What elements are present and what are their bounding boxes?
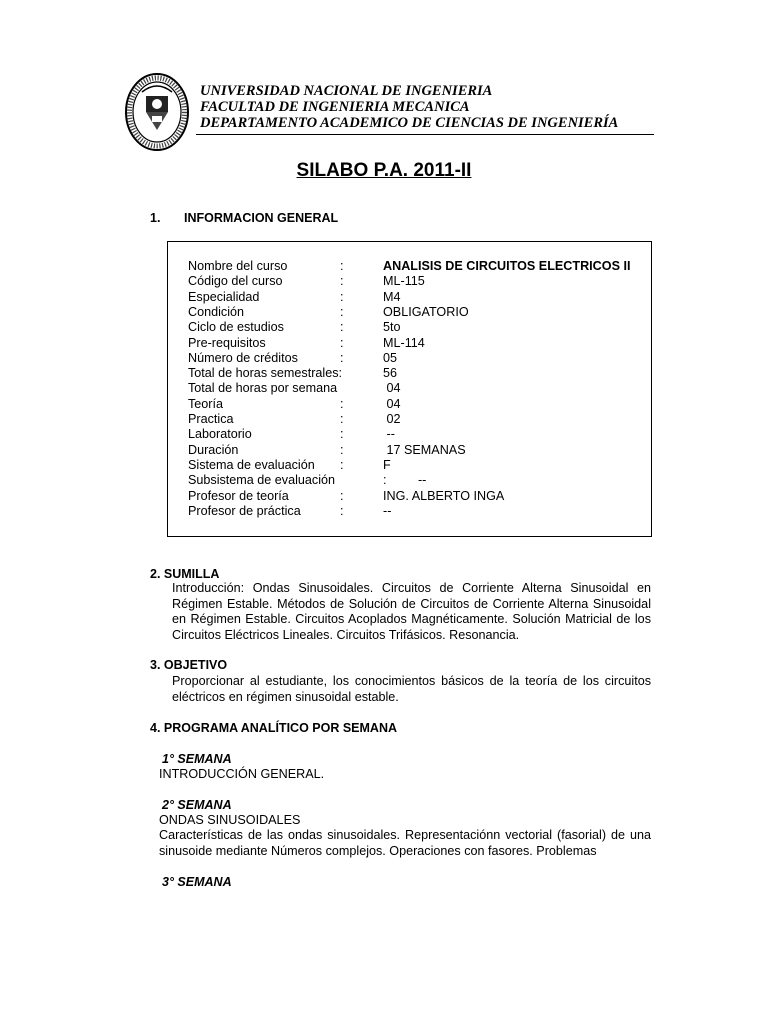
info-colon: : [340, 274, 344, 289]
general-info-box [167, 241, 652, 537]
info-value: ANALISIS DE CIRCUITOS ELECTRICOS II [383, 259, 631, 273]
info-colon: : [340, 289, 344, 304]
section-1-number: 1. [150, 211, 161, 225]
info-value: OBLIGATORIO [383, 304, 469, 319]
info-colon: : [340, 488, 344, 503]
info-colon: : [340, 427, 344, 442]
info-colon: : [340, 350, 344, 365]
info-value: 05 [383, 350, 398, 365]
info-label: Practica [188, 412, 234, 426]
info-colon: : [340, 259, 344, 273]
info-colon: : [340, 335, 344, 350]
info-label: Total de horas por semana [188, 381, 338, 396]
institution-header [200, 83, 618, 131]
info-value: ML-115 [383, 274, 425, 289]
info-value: F [383, 457, 391, 472]
info-colon: : [340, 412, 344, 426]
info-value: 04 [383, 396, 401, 411]
university-seal-icon [124, 72, 190, 152]
section-1-heading [150, 211, 338, 225]
header-divider [196, 134, 654, 135]
info-value: 02 [383, 412, 401, 426]
info-colon: : [340, 442, 344, 457]
info-value: -- [383, 427, 395, 442]
faculty-name: FACULTAD DE INGENIERIA MECANICA [200, 99, 470, 115]
info-colon: : [340, 503, 344, 518]
info-value: M4 [383, 289, 401, 304]
info-value: ING. ALBERTO INGA [383, 488, 505, 503]
info-colon: : [340, 457, 344, 472]
objetivo-text: Proporcionar al estudiante, los conocimientos básicos de la teoría de los circuitos eléctricos en régimen sinusoidal estable. [172, 674, 651, 704]
week-2-text: Características de las ondas sinusoidales. Representaciónn vectorial (fasorial) de una sinusoide mediante Números complejos. Operaciones con fasores. Problemas [159, 828, 651, 858]
week-3-heading: 3° SEMANA [162, 875, 232, 889]
info-label: Total de horas semestrales: [188, 366, 342, 381]
week-2-heading: 2° SEMANA [162, 798, 232, 812]
info-label: Pre-requisitos [188, 335, 266, 350]
info-colon: : [340, 396, 344, 411]
info-label: Laboratorio [188, 427, 252, 442]
info-label: Número de créditos [188, 350, 298, 365]
section-1-title: INFORMACION GENERAL [184, 211, 339, 225]
info-value: 56 [383, 366, 398, 381]
department-name: DEPARTAMENTO ACADEMICO DE CIENCIAS DE INGENIERÍA [200, 115, 619, 131]
info-label: Nombre del curso [188, 259, 288, 273]
info-label: Especialidad [188, 289, 260, 304]
info-label: Profesor de teoría [188, 488, 289, 503]
info-label: Ciclo de estudios [188, 320, 284, 335]
week-1-heading: 1° SEMANA [162, 752, 232, 766]
section-4-heading: 4. PROGRAMA ANALÍTICO POR SEMANA [150, 721, 397, 735]
info-colon: : [340, 304, 344, 319]
section-2-heading: 2. SUMILLA [150, 567, 220, 581]
info-value: ML-114 [383, 335, 425, 350]
info-value: 17 SEMANAS [383, 442, 466, 457]
info-label: Subsistema de evaluación [188, 473, 336, 488]
page-title: SILABO P.A. 2011-II [296, 160, 472, 181]
info-label: Profesor de práctica [188, 503, 301, 518]
info-value: -- [383, 503, 392, 518]
info-label: Código del curso [188, 274, 283, 289]
info-value: : -- [383, 473, 427, 488]
section-3-heading: 3. OBJETIVO [150, 658, 228, 672]
week-1-text: INTRODUCCIÓN GENERAL. [159, 767, 325, 781]
info-label: Condición [188, 304, 245, 319]
university-name: UNIVERSIDAD NACIONAL DE INGENIERIA [200, 83, 493, 99]
sumilla-text: Introducción: Ondas Sinusoidales. Circuitos de Corriente Alterna Sinusoidal en Régimen Estable. Métodos de Solución de Circuitos de Corriente Alterna Sinusoidal en Régimen Estable. Circuitos Acoplados Magnéticamente. Solución Matricial de los Circuitos Eléctricos Lineales. Circuitos Trifásicos. Resonancia. [172, 581, 651, 642]
info-label: Duración [188, 442, 239, 457]
week-2-subtitle: ONDAS SINUSOIDALES [159, 813, 301, 827]
info-colon: : [340, 320, 344, 335]
info-value: 04 [383, 381, 401, 396]
info-label: Teoría [188, 396, 224, 411]
info-value: 5to [383, 320, 401, 335]
info-label: Sistema de evaluación [188, 457, 315, 472]
